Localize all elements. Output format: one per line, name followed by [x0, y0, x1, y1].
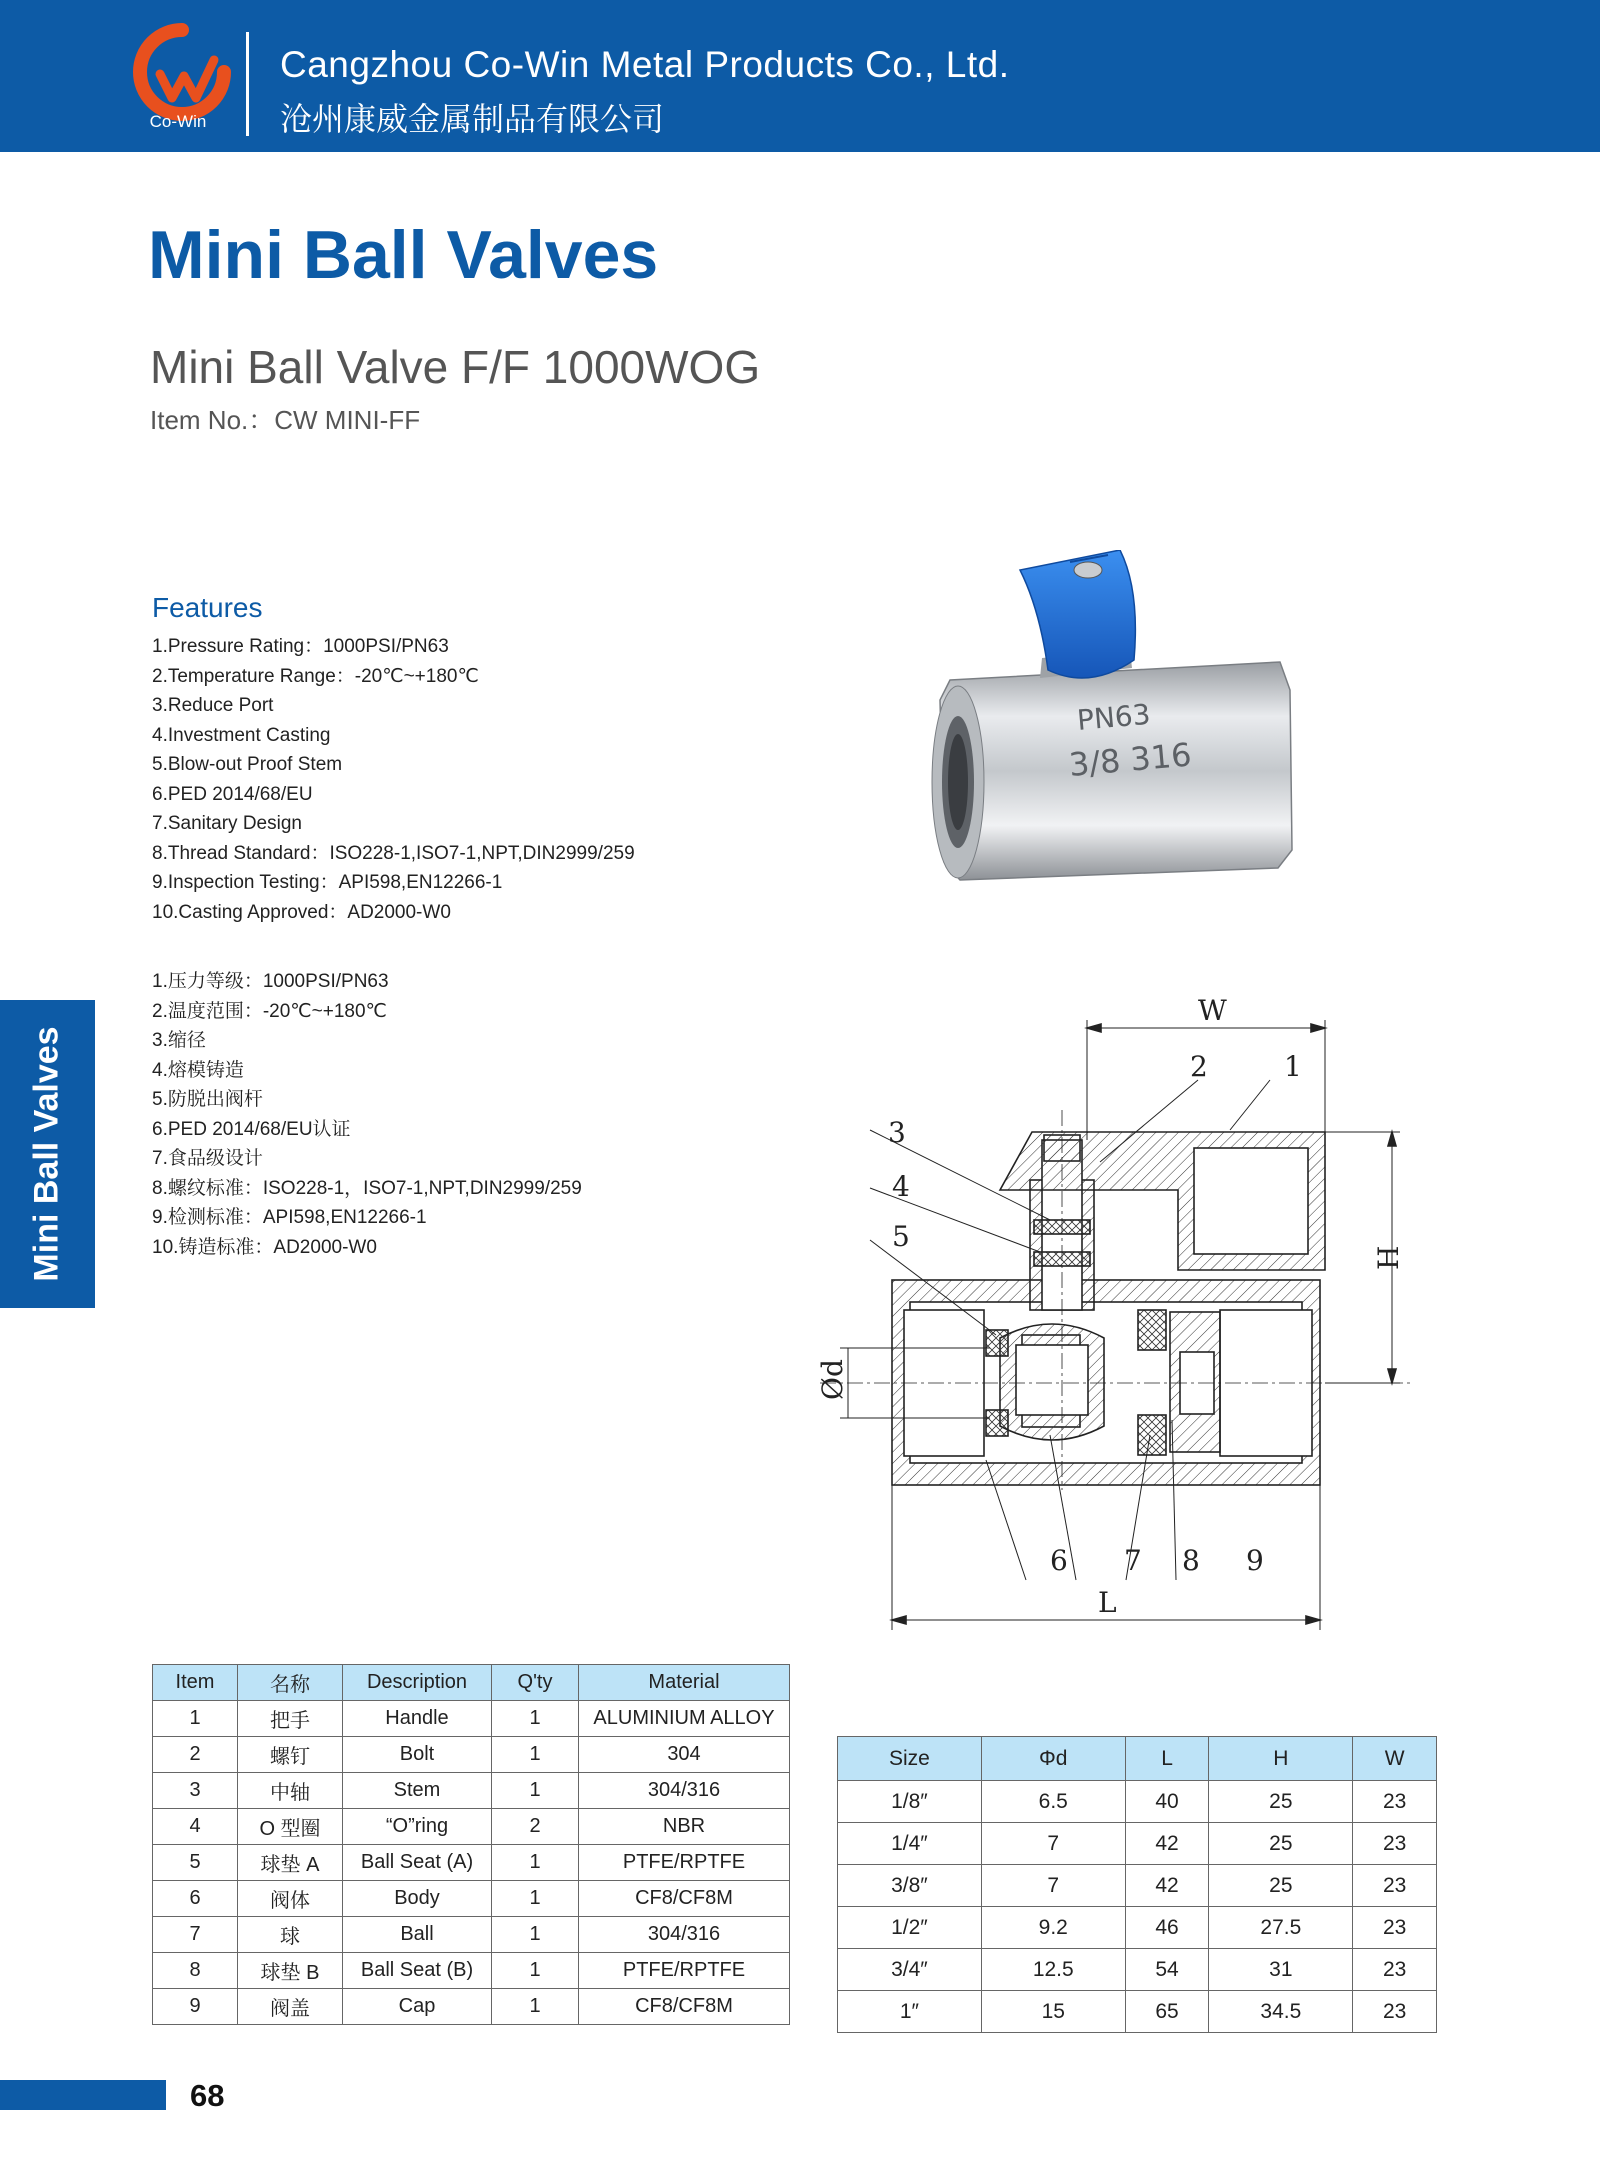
cell: 5	[153, 1845, 238, 1881]
part-label-1: 1	[1284, 1050, 1302, 1083]
cell: 23	[1353, 1823, 1437, 1865]
cell: 球垫 A	[238, 1845, 343, 1881]
table-row	[153, 1953, 790, 1989]
cell: 4	[153, 1809, 238, 1845]
cell: 3/8″	[838, 1865, 982, 1907]
dim-label-h: H	[1372, 1245, 1405, 1270]
cell: 1/8″	[838, 1781, 982, 1823]
part-label-7: 7	[1124, 1544, 1142, 1577]
cell: 31	[1209, 1949, 1353, 1991]
table-row	[153, 1701, 790, 1737]
feature-item-cn: 8.螺纹标准：ISO228-1，ISO7-1,NPT,DIN2999/259	[152, 1177, 582, 1199]
col-header-size: Size	[838, 1737, 982, 1781]
cell: 23	[1353, 1991, 1437, 2033]
table-row	[838, 1865, 1437, 1907]
cell: Handle	[343, 1701, 492, 1737]
table-row	[153, 1917, 790, 1953]
feature-item-cn: 9.检测标准：API598,EN12266-1	[152, 1207, 427, 1228]
cell: 1	[492, 1701, 579, 1737]
col-header-w: W	[1353, 1737, 1437, 1781]
cell: 42	[1125, 1865, 1209, 1907]
cell: “O”ring	[343, 1809, 492, 1845]
page-header	[0, 0, 1600, 152]
table-row	[153, 1737, 790, 1773]
table-header-row	[838, 1737, 1437, 1781]
cell: 304/316	[579, 1917, 790, 1953]
cell: 23	[1353, 1949, 1437, 1991]
header-divider	[246, 32, 249, 136]
feature-item: 6.PED 2014/68/EU	[152, 783, 313, 805]
feature-item-cn: 5.防脱出阀杆	[152, 1089, 263, 1110]
feature-item: 10.Casting Approved：AD2000-W0	[152, 901, 451, 923]
table-row	[838, 1907, 1437, 1949]
cell: Cap	[343, 1989, 492, 2025]
table-row	[838, 1781, 1437, 1823]
cell: 6.5	[981, 1781, 1125, 1823]
cell: 1	[492, 1953, 579, 1989]
table-row	[153, 1773, 790, 1809]
cell: 23	[1353, 1865, 1437, 1907]
cell: 25	[1209, 1823, 1353, 1865]
cell: 阀盖	[238, 1989, 343, 2025]
part-label-3: 3	[888, 1116, 906, 1149]
cell: 7	[981, 1823, 1125, 1865]
feature-item: 9.Inspection Testing：API598,EN12266-1	[152, 872, 503, 893]
footer-bar	[0, 2080, 166, 2110]
cell: 304/316	[579, 1773, 790, 1809]
cell: 3/4″	[838, 1949, 982, 1991]
cell: CF8/CF8M	[579, 1989, 790, 2025]
cell: O 型圈	[238, 1809, 343, 1845]
cell: 螺钉	[238, 1737, 343, 1773]
col-header-item: Item	[153, 1665, 238, 1701]
feature-item-cn: 6.PED 2014/68/EU认证	[152, 1118, 351, 1140]
feature-item: 5.Blow-out Proof Stem	[152, 754, 343, 775]
col-header-d: Φd	[981, 1737, 1125, 1781]
photo-marking-line1: PN63	[1075, 697, 1152, 737]
col-header-material: Material	[579, 1665, 790, 1701]
cell: 9	[153, 1989, 238, 2025]
dim-label-d: Ød	[816, 1359, 849, 1400]
cell: 46	[1125, 1907, 1209, 1949]
table-row	[838, 1949, 1437, 1991]
cell: 1	[492, 1989, 579, 2025]
cell: 27.5	[1209, 1907, 1353, 1949]
features-heading: Features	[152, 592, 263, 623]
cell: 23	[1353, 1907, 1437, 1949]
technical-drawing	[800, 990, 1430, 1630]
company-name-en: Cangzhou Co-Win Metal Products Co., Ltd.	[280, 44, 1010, 85]
cell: CF8/CF8M	[579, 1881, 790, 1917]
part-label-2: 2	[1190, 1050, 1208, 1083]
col-header-l: L	[1125, 1737, 1209, 1781]
cell: 15	[981, 1991, 1125, 2033]
feature-item-cn: 2.温度范围：-20℃~+180℃	[152, 1000, 387, 1022]
cell: 2	[153, 1737, 238, 1773]
part-label-6: 6	[1050, 1544, 1068, 1577]
cell: 中轴	[238, 1773, 343, 1809]
cell: 7	[981, 1865, 1125, 1907]
cell: 把手	[238, 1701, 343, 1737]
cell: 25	[1209, 1781, 1353, 1823]
part-label-5: 5	[892, 1220, 910, 1253]
col-header-name-cn: 名称	[238, 1665, 343, 1701]
feature-item: 3.Reduce Port	[152, 695, 274, 716]
cell: 40	[1125, 1781, 1209, 1823]
cell: 2	[492, 1809, 579, 1845]
table-row	[153, 1845, 790, 1881]
side-tab-label: Mini Ball Valves	[27, 1026, 66, 1282]
cell: 7	[153, 1917, 238, 1953]
photo-marking-line2: 3/8 316	[1067, 735, 1193, 784]
cell: 54	[1125, 1949, 1209, 1991]
part-label-4: 4	[892, 1170, 910, 1203]
feature-item: 2.Temperature Range：-20℃~+180℃	[152, 665, 479, 687]
company-name-cn: 沧州康威金属制品有限公司	[280, 101, 665, 137]
dim-label-l: L	[1098, 1586, 1117, 1619]
col-header-qty: Q'ty	[492, 1665, 579, 1701]
cell: 23	[1353, 1781, 1437, 1823]
table-row	[153, 1809, 790, 1845]
cell: 1″	[838, 1991, 982, 2033]
cell: PTFE/RPTFE	[579, 1845, 790, 1881]
page-number: 68	[190, 2078, 225, 2113]
logo-caption: Co-Win	[149, 112, 207, 131]
cell: 球	[238, 1917, 343, 1953]
feature-item-cn: 10.铸造标准：AD2000-W0	[152, 1236, 377, 1258]
dim-label-w: W	[1198, 994, 1227, 1027]
cell: 阀体	[238, 1881, 343, 1917]
cell: Ball Seat (B)	[343, 1953, 492, 1989]
feature-item-cn: 1.压力等级：1000PSI/PN63	[152, 971, 389, 992]
cell: 34.5	[1209, 1991, 1353, 2033]
cell: ALUMINIUM ALLOY	[579, 1701, 790, 1737]
feature-item-cn: 3.缩径	[152, 1030, 206, 1051]
cell: Bolt	[343, 1737, 492, 1773]
cell: Ball Seat (A)	[343, 1845, 492, 1881]
item-number: Item No.：CW MINI-FF	[150, 405, 421, 435]
cell: 25	[1209, 1865, 1353, 1907]
cell: 3	[153, 1773, 238, 1809]
feature-item-cn: 4.熔模铸造	[152, 1059, 244, 1081]
cell: 球垫 B	[238, 1953, 343, 1989]
cell: 8	[153, 1953, 238, 1989]
cell: 1	[492, 1737, 579, 1773]
feature-item: 7.Sanitary Design	[152, 813, 302, 834]
table-row	[153, 1989, 790, 2025]
size-table	[837, 1736, 1437, 2033]
feature-list-cn	[152, 967, 582, 1262]
cell: 12.5	[981, 1949, 1125, 1991]
table-header-row	[153, 1665, 790, 1701]
feature-item: 4.Investment Casting	[152, 724, 331, 746]
product-photo	[900, 550, 1300, 890]
cell: NBR	[579, 1809, 790, 1845]
col-header-h: H	[1209, 1737, 1353, 1781]
table-row	[838, 1823, 1437, 1865]
cell: Body	[343, 1881, 492, 1917]
cell: 1/2″	[838, 1907, 982, 1949]
part-label-8: 8	[1182, 1544, 1200, 1577]
feature-item-cn: 7.食品级设计	[152, 1148, 263, 1169]
cell: 304	[579, 1737, 790, 1773]
side-section-tab	[0, 1000, 95, 1308]
product-title: Mini Ball Valve F/F 1000WOG	[150, 341, 761, 393]
feature-list-en	[152, 632, 635, 927]
cell: Ball	[343, 1917, 492, 1953]
cell: Stem	[343, 1773, 492, 1809]
cell: 1	[492, 1881, 579, 1917]
cell: 65	[1125, 1991, 1209, 2033]
feature-item: 8.Thread Standard：ISO228-1,ISO7-1,NPT,DIN2999/259	[152, 842, 635, 864]
table-row	[153, 1881, 790, 1917]
cell: 1/4″	[838, 1823, 982, 1865]
part-label-9: 9	[1246, 1544, 1264, 1577]
page-title: Mini Ball Valves	[148, 217, 659, 293]
cell: PTFE/RPTFE	[579, 1953, 790, 1989]
table-row	[838, 1991, 1437, 2033]
cell: 42	[1125, 1823, 1209, 1865]
cell: 1	[153, 1701, 238, 1737]
feature-item: 1.Pressure Rating：1000PSI/PN63	[152, 636, 449, 657]
col-header-description: Description	[343, 1665, 492, 1701]
parts-table	[152, 1664, 790, 2025]
cell: 6	[153, 1881, 238, 1917]
cell: 1	[492, 1845, 579, 1881]
cell: 9.2	[981, 1907, 1125, 1949]
cell: 1	[492, 1917, 579, 1953]
cell: 1	[492, 1773, 579, 1809]
